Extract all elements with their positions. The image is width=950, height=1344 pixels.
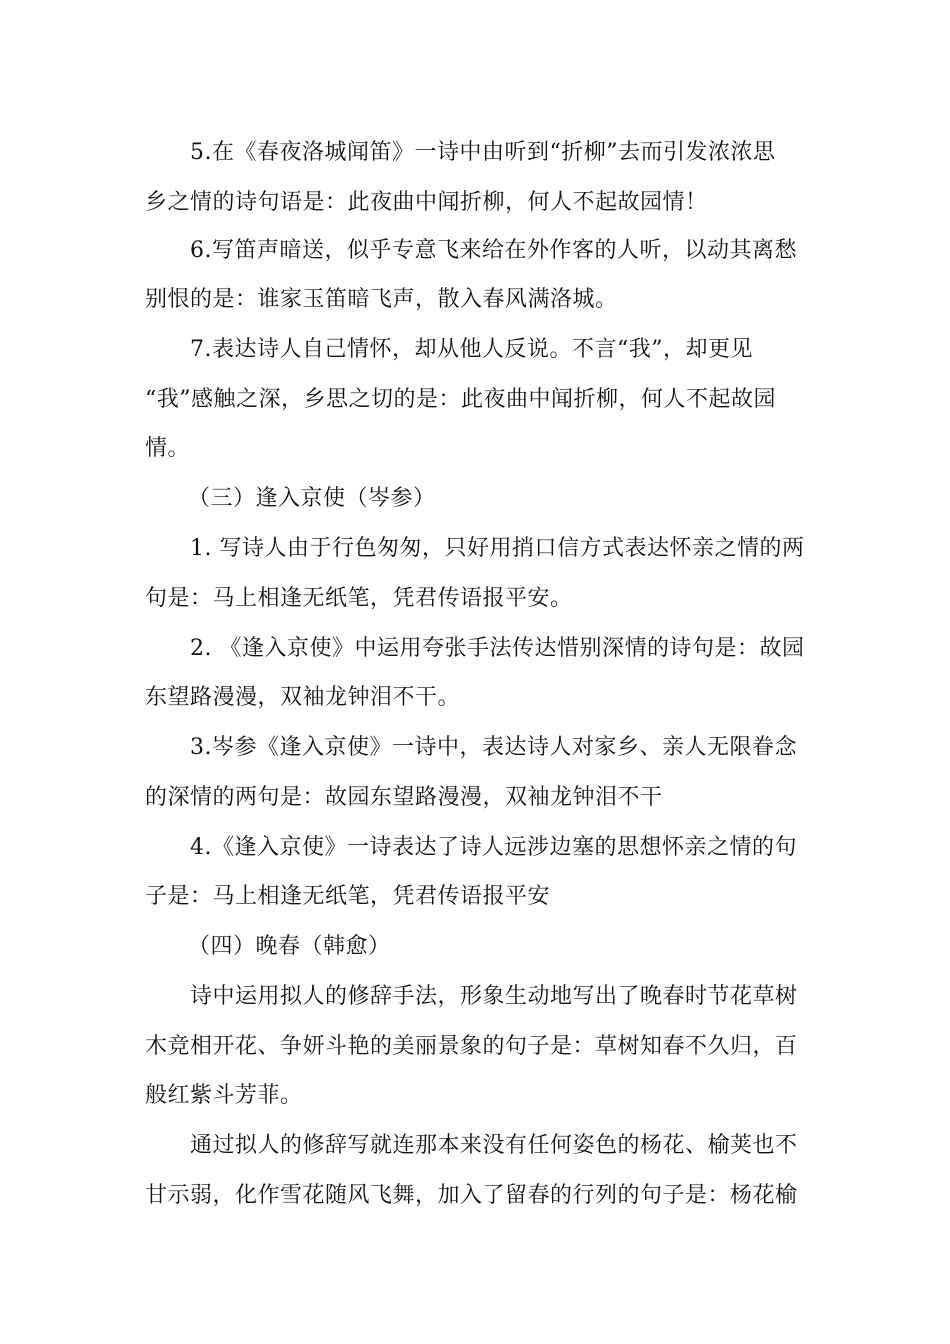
- text-line: 6.写笛声暗送，似乎专意飞来给在外作客的人听，以动其离愁: [190, 238, 797, 263]
- text-line: 的深情的两句是：故园东望路漫漫，双袖龙钟泪不干: [145, 785, 663, 810]
- text-line: 情。: [145, 436, 191, 461]
- text-line: 2. 《逢入京使》中运用夸张手法传达惜别深情的诗句是：故园: [190, 636, 805, 661]
- text-line: 3.岑参《逢入京使》一诗中，表达诗人对家乡、亲人无限眷念: [190, 735, 797, 760]
- text-line: 诗中运用拟人的修辞手法，形象生动地写出了晚春时节花草树: [190, 984, 798, 1009]
- text-line: 乡之情的诗句语是：此夜曲中闻折柳，何人不起故园情！: [145, 190, 708, 215]
- section-heading: （三）逢入京使（岑参）: [188, 486, 436, 511]
- text-line: 1. 写诗人由于行色匆匆，只好用捎口信方式表达怀亲之情的两: [190, 536, 805, 561]
- text-line: 句是：马上相逢无纸笔，凭君传语报平安。: [145, 586, 573, 611]
- text-line: 别恨的是：谁家玉笛暗飞声，散入春风满洛城。: [145, 287, 618, 312]
- text-line: 般红紫斗芳菲。: [145, 1083, 303, 1108]
- text-line: 子是：马上相逢无纸笔，凭君传语报平安: [145, 884, 551, 909]
- text-line: “我”感触之深，乡思之切的是：此夜曲中闻折柳，何人不起故园: [145, 387, 776, 412]
- text-line: 4.《逢入京使》一诗表达了诗人远涉边塞的思想怀亲之情的句: [190, 835, 797, 860]
- text-line: 甘示弱，化作雪花随风飞舞，加入了留春的行列的句子是：杨花榆: [145, 1183, 798, 1208]
- text-line: 通过拟人的修辞写就连那本来没有任何姿色的杨花、榆荚也不: [190, 1133, 798, 1158]
- text-line: 木竞相开花、争妍斗艳的美丽景象的句子是：草树知春不久归，百: [145, 1034, 798, 1059]
- section-heading: （四）晚春（韩愈）: [188, 934, 391, 959]
- text-line: 5.在《春夜洛城闻笛》一诗中由听到“折柳”去而引发浓浓思: [190, 140, 776, 165]
- text-line: 东望路漫漫，双袖龙钟泪不干。: [145, 685, 461, 710]
- text-line: 7.表达诗人自己情怀，却从他人反说。不言“我”，却更见: [190, 337, 753, 362]
